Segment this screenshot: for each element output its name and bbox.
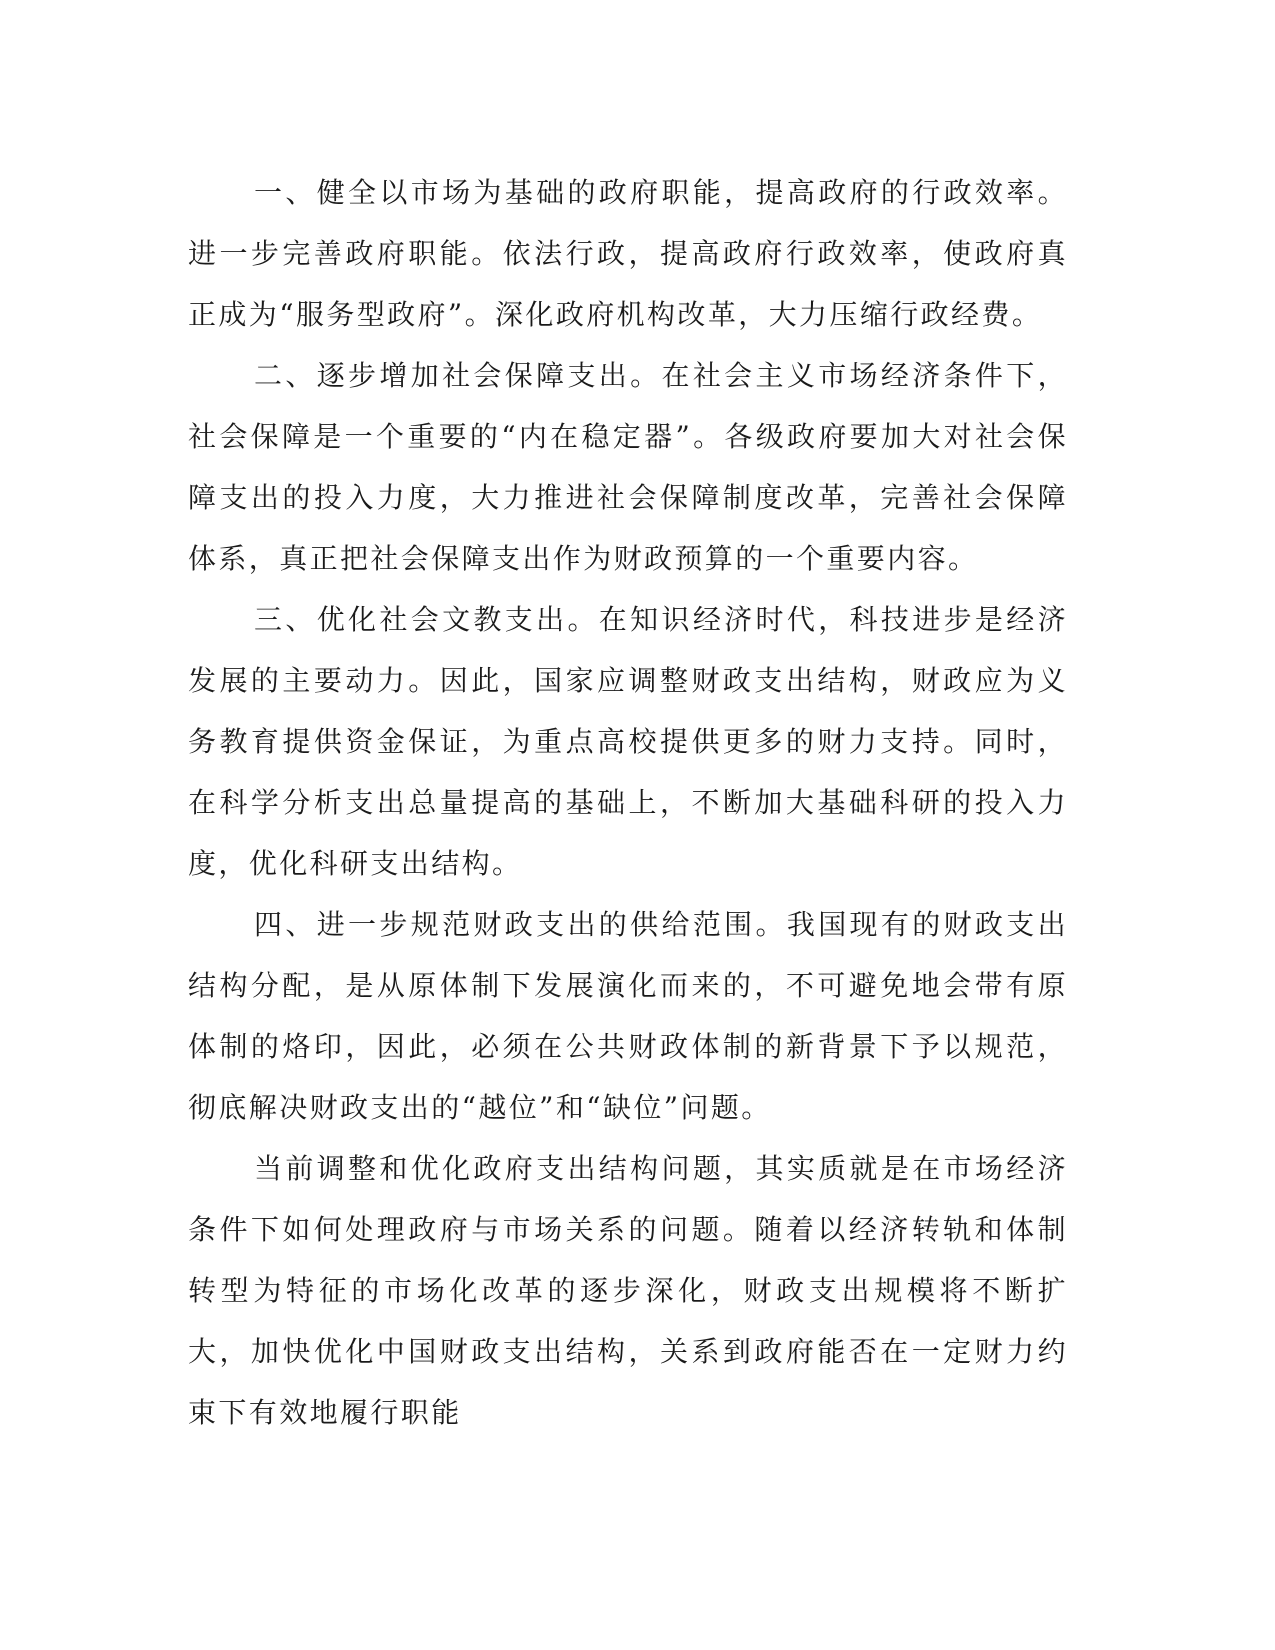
paragraph-social-security: 二、逐步增加社会保障支出。在社会主义市场经济条件下，社会保障是一个重要的“内在稳定器”。各级政府要加大对社会保障支出的投入力度，大力推进社会保障制度改革，完善社会保障体系，真正把社会保障支出作为财政预算的一个重要内容。: [188, 359, 1068, 575]
paragraph-supply-scope: 四、进一步规范财政支出的供给范围。我国现有的财政支出结构分配，是从原体制下发展演化而来的，不可避免地会带有原体制的烙印，因此，必须在公共财政体制的新背景下予以规范，彻底解决财政支出的“越位”和“缺位”问题。: [188, 908, 1068, 1124]
document-body: [188, 162, 1068, 1443]
paragraph-culture-education: 三、优化社会文教支出。在知识经济时代，科技进步是经济发展的主要动力。因此，国家应调整财政支出结构，财政应为义务教育提供资金保证，为重点高校提供更多的财力支持。同时，在科学分析支出总量提高的基础上，不断加大基础科研的投入力度，优化科研支出结构。: [188, 603, 1068, 880]
paragraph-government-functions: 一、健全以市场为基础的政府职能，提高政府的行政效率。进一步完善政府职能。依法行政，提高政府行政效率，使政府真正成为“服务型政府”。深化政府机构改革，大力压缩行政经费。: [188, 176, 1068, 331]
paragraph-conclusion: 当前调整和优化政府支出结构问题，其实质就是在市场经济条件下如何处理政府与市场关系的问题。随着以经济转轨和体制转型为特征的市场化改革的逐步深化，财政支出规模将不断扩大，加快优化中国财政支出结构，关系到政府能否在一定财力约束下有效地履行职能: [188, 1152, 1068, 1429]
